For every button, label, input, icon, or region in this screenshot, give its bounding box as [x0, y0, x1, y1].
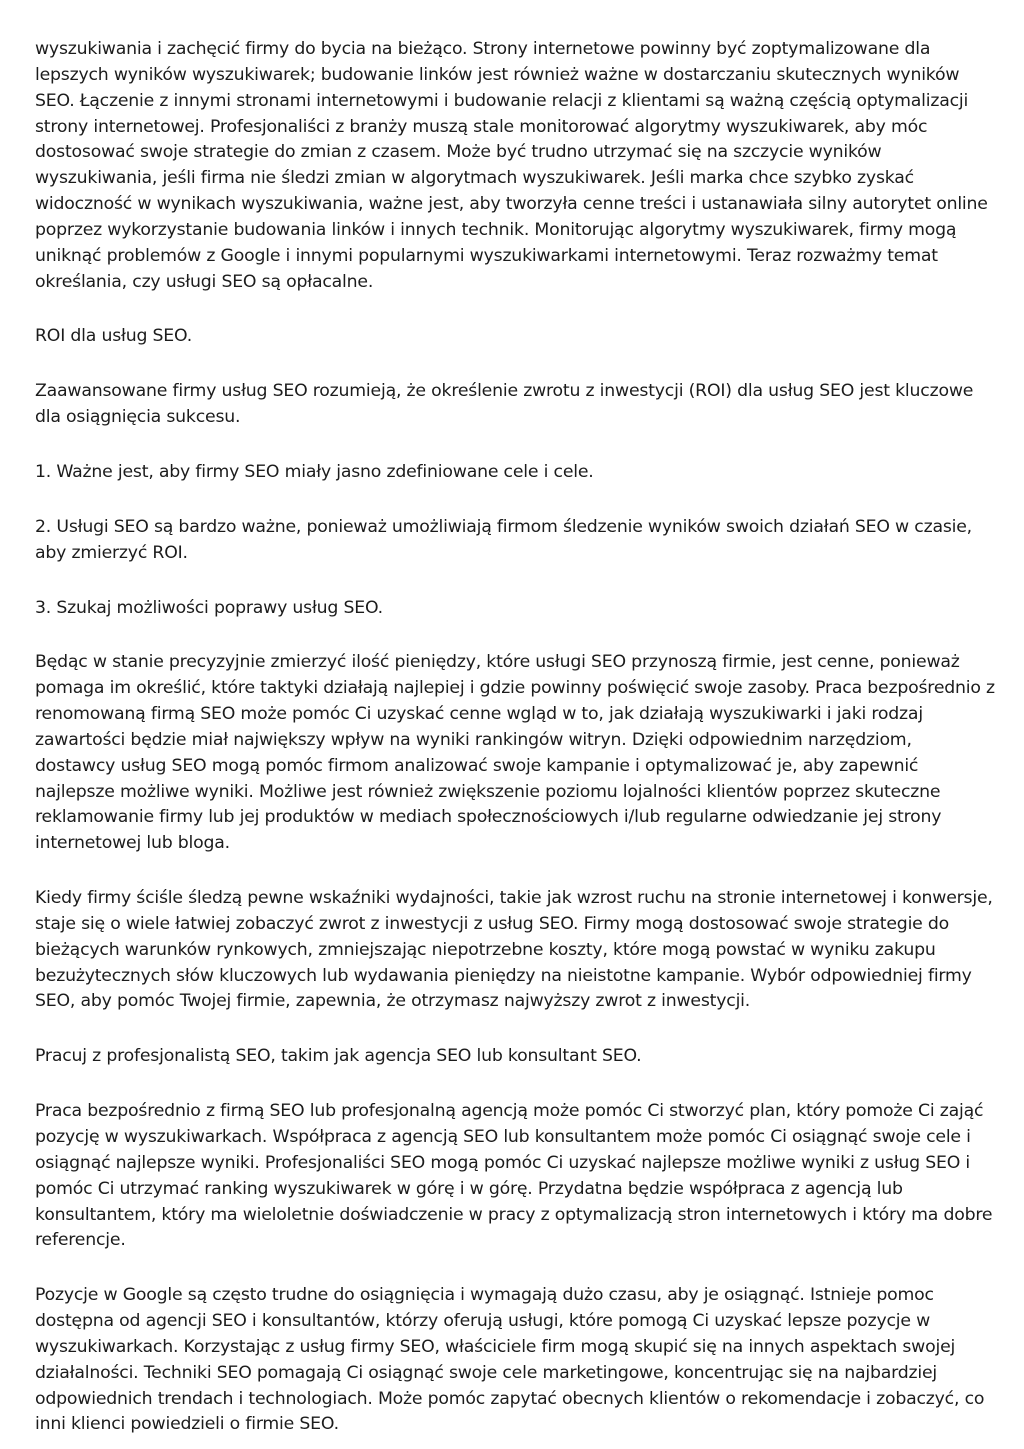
list-item-3: 3. Szukaj możliwości poprawy usług SEO.	[35, 597, 383, 618]
paragraph-continuation: wyszukiwania i zachęcić firmy do bycia na bieżąco. Strony internetowe powinny być zoptymalizowane dla lepszych wyników wyszukiwarek; budowanie linków jest również ważne w dostarczaniu skutecznych wyników SEO. Łączenie z innymi stronami internetowymi i budowanie relacji z klientami są ważną częścią optymalizacji strony internetowej. Profesjonaliści z branży muszą stale monitorować algorytmy wyszukiwarek, aby móc dostosować swoje strategie do zmian z czasem. Może być trudno utrzymać się na szczycie wyników wyszukiwania, jeśli firma nie śledzi zmian w algorytmach wyszukiwarek. Jeśli marka chce szybko zyskać widoczność w wynikach wyszukiwania, ważne jest, aby tworzyła cenne treści i ustanawiała silny autorytet online poprzez wykorzystanie budowania linków i innych technik. Monitorując algorytmy wyszukiwarek, firmy mogą uniknąć problemów z Google i innymi popularnymi wyszukiwarkami internetowymi. Teraz rozważmy temat określania, czy usługi SEO są opłacalne.	[35, 39, 988, 292]
paragraph-measuring: Będąc w stanie precyzyjnie zmierzyć ilość pieniędzy, które usługi SEO przynoszą firmie, jest cenne, ponieważ pomaga im określić, które taktyki działają najlepiej i gdzie powinny poświęcić swoje zasoby. Praca bezpośrednio z renomowaną firmą SEO może pomóc Ci uzyskać cenne wgląd w to, jak działają wyszukiwarki i jaki rodzaj zawartości będzie miał największy wpływ na wyniki rankingów witryn. Dzięki odpowiednim narzędziom, dostawcy usług SEO mogą pomóc firmom analizować swoje kampanie i optymalizować je, aby zapewnić najlepsze możliwe wyniki. Możliwe jest również zwiększenie poziomu lojalności klientów poprzez skuteczne reklamowanie firmy lub jej produktów w mediach społecznościowych i/lub regularne odwiedzanie jej strony internetowej lub bloga.	[35, 652, 995, 854]
paragraph-roi-intro: Zaawansowane firmy usług SEO rozumieją, że określenie zwrotu z inwestycji (ROI) dla usług SEO jest kluczowe dla osiągnięcia sukcesu.	[35, 381, 974, 428]
document-page	[35, 37, 995, 1438]
section-heading-roi: ROI dla usług SEO.	[35, 326, 193, 347]
paragraph-metrics: Kiedy firmy ściśle śledzą pewne wskaźniki wydajności, takie jak wzrost ruchu na stronie internetowej i konwersje, staje się o wiele łatwiej zobaczyć zwrot z inwestycji z usług SEO. Firmy mogą dostosować swoje strategie do bieżących warunków rynkowych, zmniejszając niepotrzebne koszty, które mogą powstać w wyniku zakupu bezużytecznych słów kluczowych lub wydawania pieniędzy na nieistotne kampanie. Wybór odpowiedniej firmy SEO, aby pomóc Twojej firmie, zapewnia, że otrzymasz najwyższy zwrot z inwestycji.	[35, 888, 993, 1012]
paragraph-agency: Praca bezpośrednio z firmą SEO lub profesjonalną agencją może pomóc Ci stworzyć plan, który pomoże Ci zająć pozycję w wyszukiwarkach. Współpraca z agencją SEO lub konsultantem może pomóc Ci osiągnąć swoje cele i osiągnąć najlepsze wyniki. Profesjonaliści SEO mogą pomóc Ci uzyskać najlepsze możliwe wyniki z usług SEO i pomóc Ci utrzymać ranking wyszukiwarek w górę i w górę. Przydatna będzie współpraca z agencją lub konsultantem, który ma wieloletnie doświadczenie w pracy z optymalizacją stron internetowych i który ma dobre referencje.	[35, 1101, 993, 1251]
section-heading-professional: Pracuj z profesjonalistą SEO, takim jak agencja SEO lub konsultant SEO.	[35, 1046, 642, 1067]
list-item-2: 2. Usługi SEO są bardzo ważne, ponieważ umożliwiają firmom śledzenie wyników swoich działań SEO w czasie, aby zmierzyć ROI.	[35, 516, 972, 563]
paragraph-google-positions: Pozycje w Google są często trudne do osiągnięcia i wymagają dużo czasu, aby je osiągnąć. Istnieje pomoc dostępna od agencji SEO i konsultantów, którzy oferują usługi, które pomogą Ci uzyskać lepsze pozycje w wyszukiwarkach. Korzystając z usług firmy SEO, właściciele firm mogą skupić się na innych aspektach swojej działalności. Techniki SEO pomagają Ci osiągnąć swoje cele marketingowe, koncentrując się na najbardziej odpowiednich trendach i technologiach. Może pomóc zapytać obecnych klientów o rekomendacje i zobaczyć, co inni klienci powiedzieli o firmie SEO.	[35, 1285, 985, 1435]
list-item-1: 1. Ważne jest, aby firmy SEO miały jasno zdefiniowane cele i cele.	[35, 461, 594, 482]
